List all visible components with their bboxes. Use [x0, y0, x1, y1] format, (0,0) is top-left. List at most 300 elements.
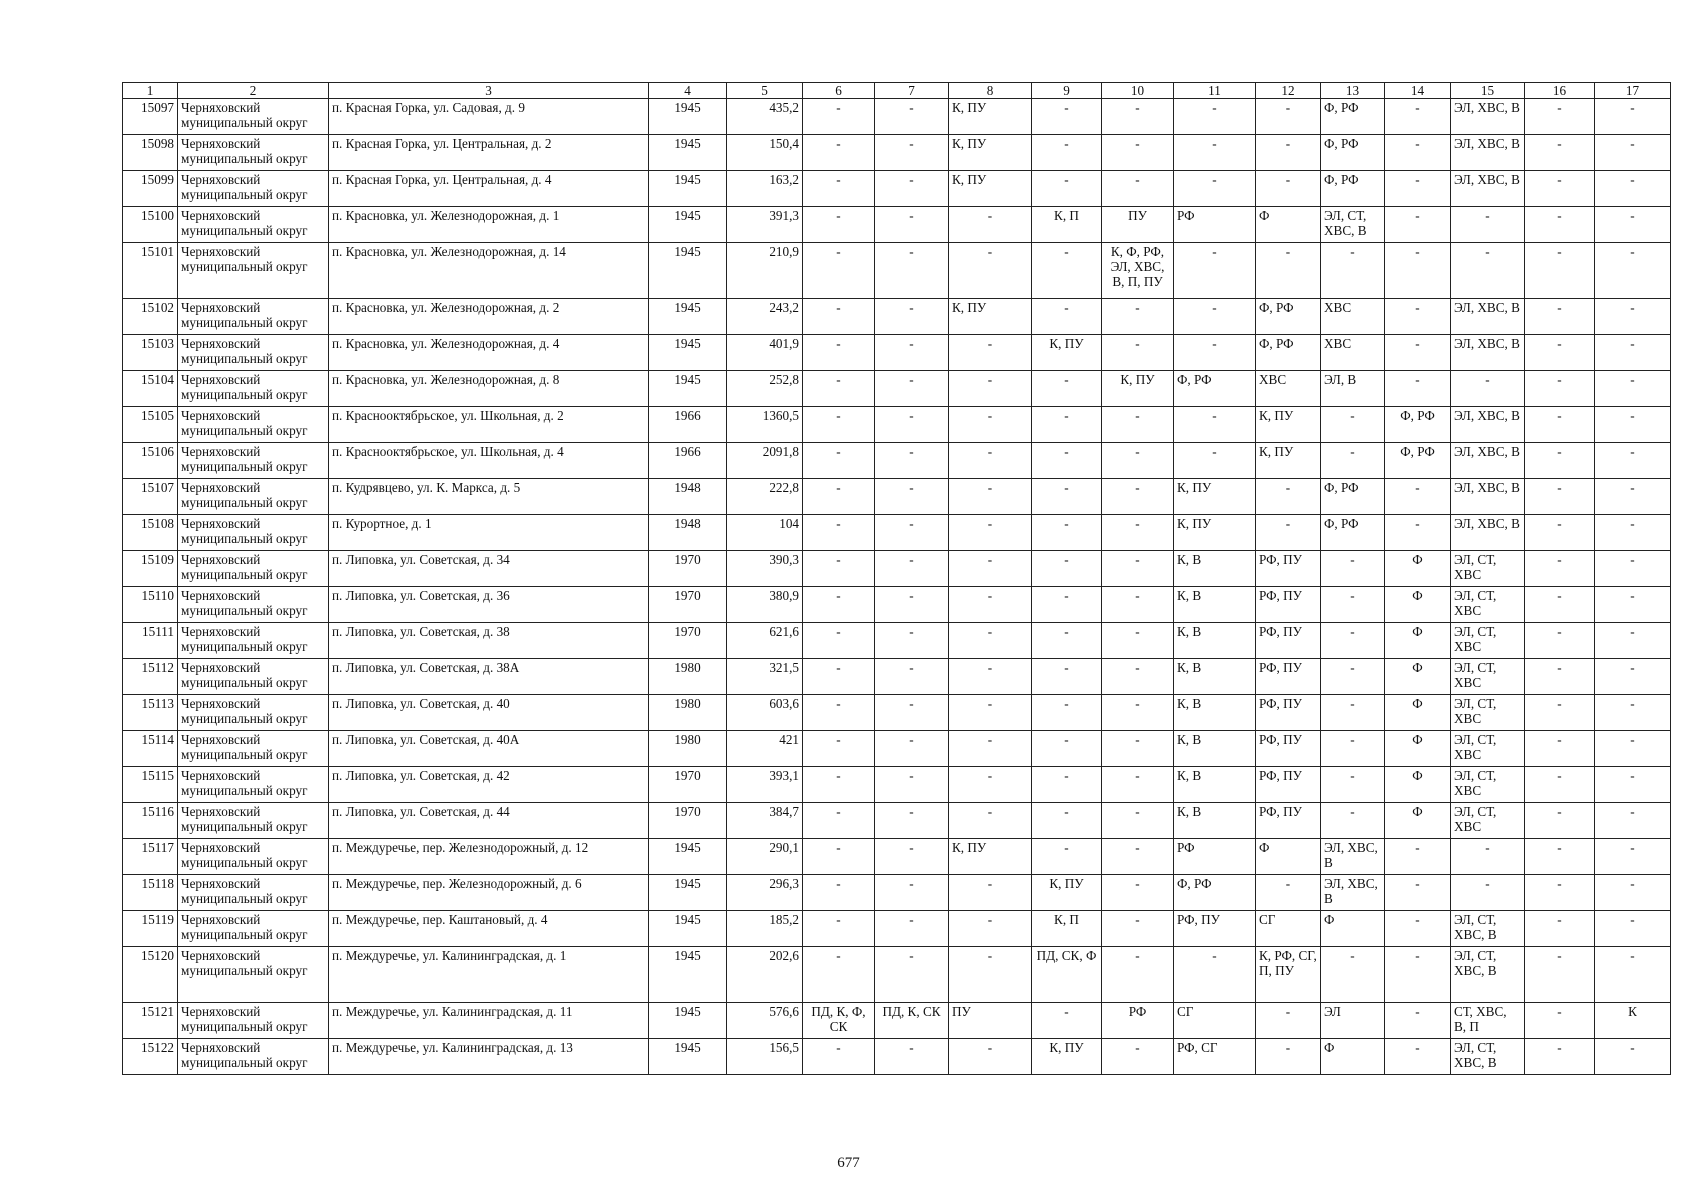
- table-cell: 1966: [649, 407, 727, 443]
- table-cell: -: [1595, 551, 1671, 587]
- table-cell: 384,7: [727, 803, 803, 839]
- table-cell: -: [803, 731, 875, 767]
- table-cell: -: [1102, 767, 1174, 803]
- table-cell: -: [949, 407, 1032, 443]
- table-cell: 15105: [123, 407, 178, 443]
- table-cell: -: [803, 911, 875, 947]
- table-cell: -: [1595, 371, 1671, 407]
- table-cell: К, В: [1174, 803, 1256, 839]
- table-cell: -: [1321, 407, 1385, 443]
- table-cell: Черняховский муниципальный округ: [178, 839, 329, 875]
- table-cell: -: [875, 171, 949, 207]
- table-cell: -: [1321, 243, 1385, 299]
- table-cell: -: [1595, 1039, 1671, 1075]
- table-cell: К, В: [1174, 659, 1256, 695]
- table-cell: -: [1595, 407, 1671, 443]
- table-cell: -: [1174, 407, 1256, 443]
- table-cell: 421: [727, 731, 803, 767]
- table-cell: -: [1256, 171, 1321, 207]
- table-cell: -: [1385, 947, 1451, 1003]
- table-cell: -: [1174, 335, 1256, 371]
- table-cell: Ф, РФ: [1174, 371, 1256, 407]
- table-cell: 156,5: [727, 1039, 803, 1075]
- table-cell: К, В: [1174, 623, 1256, 659]
- table-cell: -: [1385, 839, 1451, 875]
- table-cell: РФ, ПУ: [1256, 659, 1321, 695]
- table-row: [123, 1039, 1671, 1075]
- table-cell: -: [875, 515, 949, 551]
- table-cell: ХВС: [1321, 335, 1385, 371]
- table-cell: 576,6: [727, 1003, 803, 1039]
- column-header: 15: [1451, 83, 1525, 99]
- table-cell: 15111: [123, 623, 178, 659]
- table-cell: Черняховский муниципальный округ: [178, 1003, 329, 1039]
- table-cell: -: [1525, 623, 1595, 659]
- table-cell: 1945: [649, 171, 727, 207]
- table-cell: 104: [727, 515, 803, 551]
- table-cell: -: [803, 695, 875, 731]
- table-cell: -: [1102, 587, 1174, 623]
- table-cell: ЭЛ, ХВС, В: [1451, 171, 1525, 207]
- column-header: 3: [329, 83, 649, 99]
- table-cell: Ф, РФ: [1174, 875, 1256, 911]
- table-cell: 380,9: [727, 587, 803, 623]
- table-cell: К, ПУ: [949, 839, 1032, 875]
- table-cell: -: [1321, 443, 1385, 479]
- table-row: [123, 623, 1671, 659]
- table-cell: -: [1385, 479, 1451, 515]
- table-cell: РФ, ПУ: [1256, 587, 1321, 623]
- table-cell: 15113: [123, 695, 178, 731]
- table-cell: Ф, РФ: [1321, 171, 1385, 207]
- table-cell: -: [1256, 135, 1321, 171]
- column-header: 17: [1595, 83, 1671, 99]
- table-cell: -: [1102, 407, 1174, 443]
- table-cell: 15103: [123, 335, 178, 371]
- table-cell: -: [949, 335, 1032, 371]
- table-cell: Черняховский муниципальный округ: [178, 731, 329, 767]
- table-cell: -: [803, 479, 875, 515]
- table-cell: -: [875, 1039, 949, 1075]
- table-cell: -: [1595, 659, 1671, 695]
- table-cell: ЭЛ, ХВС, В: [1451, 135, 1525, 171]
- table-cell: -: [875, 875, 949, 911]
- table-row: [123, 243, 1671, 299]
- table-cell: Черняховский муниципальный округ: [178, 207, 329, 243]
- table-cell: ЭЛ, СТ, ХВС: [1451, 587, 1525, 623]
- table-cell: -: [803, 299, 875, 335]
- table-cell: Ф: [1385, 731, 1451, 767]
- table-cell: -: [875, 551, 949, 587]
- table-cell: К, ПУ: [949, 99, 1032, 135]
- table-cell: 243,2: [727, 299, 803, 335]
- table-cell: -: [1321, 803, 1385, 839]
- table-cell: -: [1595, 335, 1671, 371]
- table-cell: 1945: [649, 875, 727, 911]
- table-cell: Черняховский муниципальный округ: [178, 947, 329, 1003]
- table-cell: 15114: [123, 731, 178, 767]
- table-cell: К, ПУ: [949, 171, 1032, 207]
- table-cell: -: [875, 767, 949, 803]
- table-cell: -: [1174, 243, 1256, 299]
- table-cell: -: [1525, 479, 1595, 515]
- table-cell: 15116: [123, 803, 178, 839]
- table-cell: К, В: [1174, 731, 1256, 767]
- table-cell: Черняховский муниципальный округ: [178, 243, 329, 299]
- table-cell: ЭЛ, ХВС, В: [1451, 479, 1525, 515]
- table-cell: Черняховский муниципальный округ: [178, 1039, 329, 1075]
- table-cell: -: [1032, 767, 1102, 803]
- table-cell: -: [875, 135, 949, 171]
- table-cell: ЭЛ, СТ, ХВС: [1451, 659, 1525, 695]
- table-cell: 150,4: [727, 135, 803, 171]
- table-cell: -: [1385, 515, 1451, 551]
- table-cell: 15106: [123, 443, 178, 479]
- table-cell: -: [1032, 515, 1102, 551]
- table-cell: -: [1595, 299, 1671, 335]
- table-cell: -: [1525, 443, 1595, 479]
- table-cell: -: [1525, 551, 1595, 587]
- table-cell: ХВС: [1321, 299, 1385, 335]
- table-cell: -: [1321, 767, 1385, 803]
- table-cell: К, ПУ: [1174, 479, 1256, 515]
- table-cell: -: [1102, 911, 1174, 947]
- table-cell: 15117: [123, 839, 178, 875]
- column-header: 2: [178, 83, 329, 99]
- table-cell: -: [1595, 515, 1671, 551]
- table-cell: 1945: [649, 911, 727, 947]
- table-cell: Черняховский муниципальный округ: [178, 371, 329, 407]
- table-row: [123, 551, 1671, 587]
- table-cell: п. Кудрявцево, ул. К. Маркса, д. 5: [329, 479, 649, 515]
- column-header: 4: [649, 83, 727, 99]
- table-cell: -: [949, 803, 1032, 839]
- table-cell: 621,6: [727, 623, 803, 659]
- table-row: [123, 171, 1671, 207]
- table-cell: Ф: [1256, 207, 1321, 243]
- table-cell: ЭЛ, ХВС, В: [1451, 99, 1525, 135]
- table-cell: ПД, К, СК: [875, 1003, 949, 1039]
- table-cell: Черняховский муниципальный округ: [178, 695, 329, 731]
- table-cell: -: [1321, 947, 1385, 1003]
- table-cell: п. Междуречье, ул. Калининградская, д. 11: [329, 1003, 649, 1039]
- table-cell: К, В: [1174, 767, 1256, 803]
- table-cell: -: [1321, 551, 1385, 587]
- table-cell: -: [1032, 479, 1102, 515]
- table-cell: п. Красная Горка, ул. Центральная, д. 4: [329, 171, 649, 207]
- table-row: [123, 731, 1671, 767]
- table-cell: Черняховский муниципальный округ: [178, 135, 329, 171]
- table-cell: -: [1321, 587, 1385, 623]
- table-cell: К, ПУ: [1174, 515, 1256, 551]
- table-cell: -: [875, 911, 949, 947]
- table-cell: ЭЛ, В: [1321, 371, 1385, 407]
- table-cell: К, В: [1174, 551, 1256, 587]
- table-cell: 321,5: [727, 659, 803, 695]
- table-cell: -: [1385, 207, 1451, 243]
- table-cell: п. Междуречье, пер. Каштановый, д. 4: [329, 911, 649, 947]
- table-cell: 15110: [123, 587, 178, 623]
- table-cell: 1945: [649, 839, 727, 875]
- table-cell: -: [1525, 1003, 1595, 1039]
- table-cell: -: [1102, 443, 1174, 479]
- table-cell: -: [803, 947, 875, 1003]
- table-cell: п. Курортное, д. 1: [329, 515, 649, 551]
- table-cell: -: [1595, 947, 1671, 1003]
- table-cell: Ф: [1385, 803, 1451, 839]
- table-cell: -: [1595, 839, 1671, 875]
- table-cell: п. Красновка, ул. Железнодорожная, д. 14: [329, 243, 649, 299]
- table-cell: -: [803, 171, 875, 207]
- table-cell: -: [1385, 243, 1451, 299]
- table-cell: Черняховский муниципальный округ: [178, 659, 329, 695]
- table-row: [123, 839, 1671, 875]
- table-cell: п. Липовка, ул. Советская, д. 44: [329, 803, 649, 839]
- table-cell: 15101: [123, 243, 178, 299]
- table-cell: 391,3: [727, 207, 803, 243]
- table-cell: 15108: [123, 515, 178, 551]
- table-cell: Черняховский муниципальный округ: [178, 99, 329, 135]
- table-cell: -: [949, 443, 1032, 479]
- table-cell: -: [875, 443, 949, 479]
- table-cell: ЭЛ, СТ, ХВС: [1451, 767, 1525, 803]
- table-cell: -: [875, 407, 949, 443]
- table-cell: -: [875, 99, 949, 135]
- table-cell: -: [1256, 243, 1321, 299]
- table-cell: -: [1595, 767, 1671, 803]
- table-cell: -: [1032, 99, 1102, 135]
- table-cell: -: [1102, 551, 1174, 587]
- table-row: [123, 479, 1671, 515]
- table-cell: -: [1595, 135, 1671, 171]
- table-row: [123, 911, 1671, 947]
- table-cell: п. Красновка, ул. Железнодорожная, д. 8: [329, 371, 649, 407]
- table-cell: п. Красновка, ул. Железнодорожная, д. 1: [329, 207, 649, 243]
- table-cell: -: [1595, 731, 1671, 767]
- table-cell: К, ПУ: [1256, 443, 1321, 479]
- table-cell: Ф, РФ: [1256, 335, 1321, 371]
- table-cell: -: [875, 803, 949, 839]
- table-cell: -: [1525, 207, 1595, 243]
- table-cell: Черняховский муниципальный округ: [178, 767, 329, 803]
- column-header: 7: [875, 83, 949, 99]
- table-cell: -: [949, 947, 1032, 1003]
- table-cell: -: [1385, 371, 1451, 407]
- table-cell: Черняховский муниципальный округ: [178, 875, 329, 911]
- table-cell: 15107: [123, 479, 178, 515]
- table-cell: -: [1451, 839, 1525, 875]
- table-cell: -: [1256, 99, 1321, 135]
- table-cell: -: [949, 731, 1032, 767]
- table-cell: п. Красная Горка, ул. Центральная, д. 2: [329, 135, 649, 171]
- table-cell: -: [875, 335, 949, 371]
- table-cell: -: [1032, 695, 1102, 731]
- table-cell: 390,3: [727, 551, 803, 587]
- table-cell: -: [1525, 587, 1595, 623]
- table-cell: -: [1174, 99, 1256, 135]
- table-cell: -: [1174, 947, 1256, 1003]
- table-row: [123, 767, 1671, 803]
- table-cell: -: [949, 479, 1032, 515]
- table-cell: К, ПУ: [949, 299, 1032, 335]
- table-cell: п. Междуречье, ул. Калининградская, д. 13: [329, 1039, 649, 1075]
- table-cell: -: [1385, 911, 1451, 947]
- column-header: 9: [1032, 83, 1102, 99]
- table-cell: Ф: [1385, 659, 1451, 695]
- table-cell: 15104: [123, 371, 178, 407]
- table-cell: Черняховский муниципальный округ: [178, 407, 329, 443]
- table-cell: -: [1595, 875, 1671, 911]
- table-cell: -: [949, 659, 1032, 695]
- table-cell: -: [1256, 1003, 1321, 1039]
- table-cell: РФ, ПУ: [1174, 911, 1256, 947]
- table-cell: К, В: [1174, 695, 1256, 731]
- table-cell: -: [1525, 171, 1595, 207]
- table-cell: -: [1525, 1039, 1595, 1075]
- table-cell: Черняховский муниципальный округ: [178, 587, 329, 623]
- table-cell: -: [1595, 803, 1671, 839]
- table-row: [123, 299, 1671, 335]
- table-cell: СТ, ХВС, В, П: [1451, 1003, 1525, 1039]
- table-cell: -: [1595, 623, 1671, 659]
- table-cell: -: [1102, 875, 1174, 911]
- table-cell: 252,8: [727, 371, 803, 407]
- table-cell: Ф, РФ: [1385, 407, 1451, 443]
- table-cell: К, ПУ: [1032, 335, 1102, 371]
- table-cell: 210,9: [727, 243, 803, 299]
- table-cell: Ф: [1385, 551, 1451, 587]
- table-cell: -: [803, 99, 875, 135]
- table-cell: Ф: [1321, 1039, 1385, 1075]
- table-cell: 1948: [649, 515, 727, 551]
- table-cell: -: [1032, 803, 1102, 839]
- table-cell: -: [875, 587, 949, 623]
- table-cell: -: [1102, 99, 1174, 135]
- table-cell: -: [803, 803, 875, 839]
- table-cell: п. Междуречье, пер. Железнодорожный, д. 12: [329, 839, 649, 875]
- table-cell: п. Междуречье, пер. Железнодорожный, д. 6: [329, 875, 649, 911]
- table-cell: -: [1385, 1003, 1451, 1039]
- table-cell: -: [1102, 335, 1174, 371]
- table-cell: К, ПУ: [949, 135, 1032, 171]
- table-cell: -: [1525, 135, 1595, 171]
- table-cell: -: [1451, 243, 1525, 299]
- table-cell: -: [1525, 875, 1595, 911]
- table-cell: ЭЛ, ХВС, В: [1451, 515, 1525, 551]
- table-cell: Ф, РФ: [1321, 479, 1385, 515]
- table-cell: ЭЛ, СТ, ХВС, В: [1451, 911, 1525, 947]
- table-cell: 15099: [123, 171, 178, 207]
- table-row: [123, 99, 1671, 135]
- table-cell: ЭЛ, СТ, ХВС: [1451, 695, 1525, 731]
- table-cell: -: [803, 407, 875, 443]
- column-header: 1: [123, 83, 178, 99]
- register-table: [122, 82, 1671, 1075]
- table-cell: Черняховский муниципальный округ: [178, 299, 329, 335]
- table-cell: -: [1385, 135, 1451, 171]
- table-cell: РФ, СГ: [1174, 1039, 1256, 1075]
- table-cell: 1945: [649, 135, 727, 171]
- table-cell: К, ПУ: [1032, 875, 1102, 911]
- table-row: [123, 587, 1671, 623]
- table-cell: 15097: [123, 99, 178, 135]
- table-cell: 15119: [123, 911, 178, 947]
- table-cell: п. Красновка, ул. Железнодорожная, д. 2: [329, 299, 649, 335]
- table-cell: -: [1102, 947, 1174, 1003]
- table-cell: ЭЛ: [1321, 1003, 1385, 1039]
- table-cell: 15112: [123, 659, 178, 695]
- table-cell: -: [1032, 371, 1102, 407]
- table-cell: 1980: [649, 695, 727, 731]
- table-cell: -: [1595, 243, 1671, 299]
- table-cell: К, П: [1032, 911, 1102, 947]
- page-number: 677: [837, 1155, 860, 1171]
- column-header: 8: [949, 83, 1032, 99]
- table-cell: -: [1102, 623, 1174, 659]
- table-cell: п. Липовка, ул. Советская, д. 38А: [329, 659, 649, 695]
- table-cell: -: [1595, 99, 1671, 135]
- table-cell: К, Ф, РФ, ЭЛ, ХВС, В, П, ПУ: [1102, 243, 1174, 299]
- table-cell: -: [949, 515, 1032, 551]
- table-cell: 1970: [649, 623, 727, 659]
- table-cell: -: [803, 1039, 875, 1075]
- table-cell: -: [875, 731, 949, 767]
- table-cell: 1945: [649, 1039, 727, 1075]
- table-header: [123, 83, 1671, 99]
- table-cell: 15118: [123, 875, 178, 911]
- table-cell: -: [1525, 407, 1595, 443]
- table-cell: -: [803, 875, 875, 911]
- table-cell: 15098: [123, 135, 178, 171]
- table-cell: -: [803, 551, 875, 587]
- table-row: [123, 1003, 1671, 1039]
- table-cell: 603,6: [727, 695, 803, 731]
- table-cell: ЭЛ, СТ, ХВС, В: [1451, 947, 1525, 1003]
- table-cell: -: [1256, 515, 1321, 551]
- table-cell: РФ, ПУ: [1256, 551, 1321, 587]
- table-cell: п. Липовка, ул. Советская, д. 40А: [329, 731, 649, 767]
- table-cell: -: [1102, 803, 1174, 839]
- table-cell: Черняховский муниципальный округ: [178, 479, 329, 515]
- table-cell: ЭЛ, ХВС, В: [1451, 299, 1525, 335]
- column-header: 5: [727, 83, 803, 99]
- table-cell: -: [875, 299, 949, 335]
- column-header: 12: [1256, 83, 1321, 99]
- table-cell: -: [1032, 443, 1102, 479]
- table-cell: РФ, ПУ: [1256, 803, 1321, 839]
- table-cell: 1360,5: [727, 407, 803, 443]
- table-cell: РФ: [1174, 839, 1256, 875]
- table-cell: 1970: [649, 587, 727, 623]
- table-cell: -: [949, 587, 1032, 623]
- table-cell: ЭЛ, СТ, ХВС: [1451, 731, 1525, 767]
- table-cell: -: [1102, 479, 1174, 515]
- table-cell: п. Краснооктябрьское, ул. Школьная, д. 4: [329, 443, 649, 479]
- table-cell: 15122: [123, 1039, 178, 1075]
- table-cell: -: [875, 243, 949, 299]
- table-cell: 163,2: [727, 171, 803, 207]
- table-cell: -: [949, 371, 1032, 407]
- table-cell: п. Междуречье, ул. Калининградская, д. 1: [329, 947, 649, 1003]
- table-row: [123, 803, 1671, 839]
- table-cell: -: [1595, 695, 1671, 731]
- table-cell: п. Липовка, ул. Советская, д. 36: [329, 587, 649, 623]
- table-cell: ЭЛ, СТ, ХВС, В: [1321, 207, 1385, 243]
- table-cell: 15115: [123, 767, 178, 803]
- table-cell: -: [1525, 695, 1595, 731]
- table-cell: -: [949, 911, 1032, 947]
- table-cell: РФ, ПУ: [1256, 695, 1321, 731]
